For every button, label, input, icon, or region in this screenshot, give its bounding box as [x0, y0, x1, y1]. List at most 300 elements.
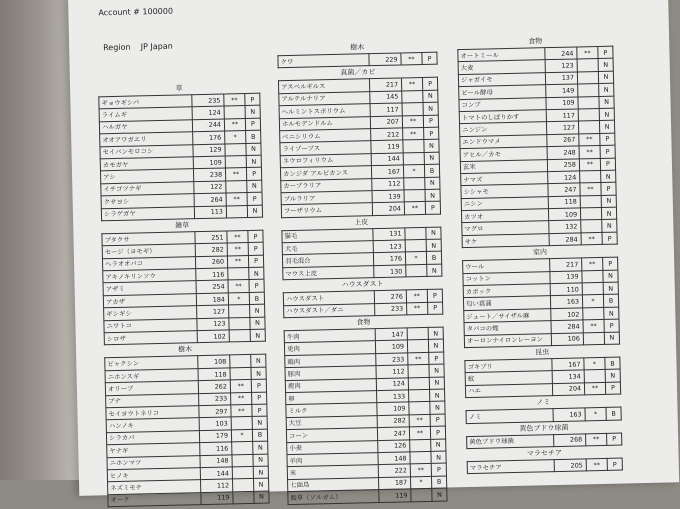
- allergen-stars: **: [401, 52, 422, 65]
- allergen-grade: P: [252, 392, 267, 405]
- allergen-name: ニシン: [461, 196, 548, 210]
- allergen-stars: **: [226, 193, 247, 206]
- allergen-stars: *: [582, 295, 603, 308]
- allergen-name: タバコの煙: [464, 321, 551, 335]
- allergen-name: カンジダ アルビカンス: [280, 166, 371, 180]
- section-title: 室内: [532, 248, 548, 257]
- allergen-score: 112: [201, 479, 233, 492]
- allergen-name: シロザ: [104, 331, 197, 345]
- allergen-grade: P: [248, 242, 263, 255]
- section-title: 上皮: [354, 217, 369, 227]
- allergen-row: [467, 458, 622, 474]
- allergen-stars: **: [401, 78, 422, 91]
- allergen-score: 144: [200, 467, 232, 480]
- allergen-stars: [405, 227, 426, 240]
- allergen-grade: N: [426, 239, 441, 252]
- allergen-grade: P: [607, 458, 622, 471]
- allergen-name: ハルガヤ: [99, 119, 192, 133]
- allergen-name: プルラリア: [281, 191, 372, 205]
- allergen-stars: **: [409, 427, 430, 440]
- allergen-grade: P: [246, 167, 261, 180]
- allergen-score: 102: [197, 330, 229, 343]
- allergen-score: 129: [193, 144, 225, 157]
- allergen-stars: [229, 305, 250, 318]
- allergen-score: 187: [378, 477, 410, 490]
- allergen-name: ブナ: [106, 393, 199, 407]
- allergen-score: 110: [550, 283, 582, 296]
- allergen-name: ノミ: [466, 409, 553, 423]
- allergen-name: ヘラオオバコ: [102, 256, 195, 270]
- allergen-name: オリーブ: [105, 381, 198, 395]
- allergen-stars: [228, 268, 249, 281]
- allergen-grade: P: [431, 463, 446, 476]
- allergen-stars: **: [403, 127, 424, 140]
- allergen-grade: N: [253, 454, 268, 467]
- allergen-score: 109: [546, 97, 578, 110]
- allergen-stars: **: [402, 115, 423, 128]
- allergen-score: 126: [378, 439, 410, 452]
- allergen-name: アルテルナリア: [279, 91, 370, 105]
- allergen-table: [464, 357, 621, 399]
- allergen-grade: N: [253, 466, 268, 479]
- allergen-name: 黄色ブドウ球菌: [467, 434, 554, 448]
- allergen-stars: **: [228, 280, 249, 293]
- printed-report-sheet: [68, 0, 679, 505]
- allergen-grade: B: [606, 407, 621, 420]
- allergen-score: 118: [548, 196, 580, 209]
- allergen-name: 犬毛: [282, 241, 373, 255]
- allergen-grade: P: [251, 379, 266, 392]
- allergen-stars: [232, 466, 253, 479]
- allergen-stars: [584, 370, 605, 383]
- allergen-grade: N: [601, 207, 616, 220]
- allergen-stars: *: [403, 165, 424, 178]
- allergen-name: アシ: [100, 169, 193, 183]
- allergen-score: 124: [548, 171, 580, 184]
- section-title: マラセチア: [526, 448, 563, 458]
- allergen-score: 127: [546, 121, 578, 134]
- allergen-grade: P: [422, 78, 437, 91]
- allergen-grade: N: [429, 364, 444, 377]
- allergen-score: 204: [552, 383, 584, 396]
- allergen-stars: [578, 108, 599, 121]
- allergen-stars: [582, 270, 603, 283]
- allergen-stars: **: [225, 168, 246, 181]
- allergen-stars: **: [227, 230, 248, 243]
- allergen-grade: P: [600, 133, 615, 146]
- allergen-stars: [404, 189, 425, 202]
- allergen-score: 122: [194, 181, 226, 194]
- allergen-grade: N: [429, 377, 444, 390]
- allergen-name: アカザ: [103, 294, 196, 308]
- allergen-score: 102: [551, 308, 583, 321]
- allergen-grade: B: [246, 130, 261, 143]
- allergen-name: イチゴツナギ: [101, 181, 194, 195]
- allergen-score: 119: [379, 489, 411, 502]
- section-title: 草: [175, 84, 183, 93]
- allergen-score: 205: [554, 459, 586, 472]
- allergen-score: 149: [546, 84, 578, 97]
- allergen-name: アヒル／カモ: [460, 147, 547, 161]
- allergen-score: 247: [377, 427, 409, 440]
- section-title: 樹木: [177, 345, 193, 355]
- allergen-stars: **: [584, 382, 605, 395]
- section-title: 樹木: [350, 43, 365, 52]
- allergen-name: オーロンナイロンレーヨン: [464, 333, 551, 347]
- allergen-stars: [578, 121, 599, 134]
- allergen-stars: [404, 177, 425, 190]
- allergen-name: カツオ: [461, 209, 548, 223]
- allergen-grade: N: [423, 90, 438, 103]
- allergen-score: 179: [199, 430, 231, 443]
- allergen-score: 148: [378, 452, 410, 465]
- allergen-name: フーザリウム: [281, 203, 372, 217]
- allergen-grade: B: [249, 292, 264, 305]
- allergen-stars: **: [407, 302, 428, 315]
- allergen-grade: P: [425, 201, 440, 214]
- allergen-score: 212: [371, 128, 403, 141]
- allergen-stars: [408, 365, 429, 378]
- allergen-name: アキノキリンソウ: [103, 269, 196, 283]
- allergen-score: 118: [198, 368, 230, 381]
- allergen-stars: *: [228, 292, 249, 305]
- allergen-score: 254: [196, 280, 228, 293]
- allergen-stars: **: [231, 392, 252, 405]
- allergen-name: ブタクサ: [102, 232, 195, 246]
- allergen-stars: [411, 488, 432, 501]
- allergen-name: コットン: [463, 271, 550, 285]
- section-title: ノミ: [536, 398, 551, 407]
- allergen-grade: N: [427, 264, 442, 277]
- allergen-grade: B: [431, 476, 446, 489]
- allergen-score: 284: [549, 233, 581, 246]
- allergen-name: ヤナギ: [107, 443, 200, 457]
- allergen-stars: **: [580, 183, 601, 196]
- allergen-stars: *: [225, 131, 246, 144]
- allergen-name: ギョウギシバ: [99, 95, 192, 109]
- allergen-grade: N: [604, 332, 619, 345]
- allergen-name: 牛肉: [284, 329, 375, 343]
- allergen-stars: [409, 389, 430, 402]
- allergen-score: 276: [374, 290, 406, 303]
- allergen-name: 匂い菖蒲: [463, 296, 550, 310]
- allergen-name: サケ: [462, 234, 549, 248]
- allergen-name: マラセチア: [467, 460, 554, 474]
- allergen-name: 羊肉: [287, 453, 378, 467]
- allergen-stars: *: [231, 429, 252, 442]
- allergen-score: 139: [372, 190, 404, 203]
- allergen-name: ミルク: [286, 403, 377, 417]
- allergen-stars: **: [577, 46, 598, 59]
- allergen-name: ハエ: [465, 383, 552, 397]
- allergen-stars: **: [583, 320, 604, 333]
- allergen-score: 251: [195, 231, 227, 244]
- allergen-name: コンブ: [459, 97, 546, 111]
- allergen-stars: [402, 90, 423, 103]
- allergen-grade: P: [249, 280, 264, 293]
- allergen-name: ゴキブリ: [465, 359, 552, 373]
- allergen-score: 244: [545, 47, 577, 60]
- allergen-score: 119: [201, 492, 233, 505]
- allergen-name: ペニシリウム: [280, 129, 371, 143]
- allergen-stars: [410, 451, 431, 464]
- allergen-name: ライムギ: [99, 107, 192, 121]
- allergen-score: 117: [370, 103, 402, 116]
- allergen-grade: P: [252, 404, 267, 417]
- allergen-score: 123: [373, 240, 405, 253]
- allergen-stars: *: [410, 476, 431, 489]
- allergen-stars: [230, 367, 251, 380]
- allergen-stars: [410, 439, 431, 452]
- allergen-stars: [578, 96, 599, 109]
- allergen-score: 260: [195, 256, 227, 269]
- allergen-stars: **: [586, 433, 607, 446]
- allergen-grade: P: [598, 46, 613, 59]
- allergen-stars: **: [406, 290, 427, 303]
- allergen-grade: P: [430, 426, 445, 439]
- allergen-stars: [408, 377, 429, 390]
- allergen-grade: N: [249, 267, 264, 280]
- allergen-score: 103: [199, 417, 231, 430]
- allergen-score: 217: [369, 78, 401, 91]
- allergen-stars: **: [224, 118, 245, 131]
- allergen-score: 108: [198, 355, 230, 368]
- allergen-score: 229: [369, 53, 401, 66]
- allergen-name: ニンジン: [460, 122, 547, 136]
- allergen-stars: **: [582, 258, 603, 271]
- allergen-grade: N: [247, 205, 262, 218]
- allergen-grade: N: [253, 441, 268, 454]
- allergen-grade: N: [599, 83, 614, 96]
- allergen-score: 207: [370, 116, 402, 129]
- allergen-stars: **: [227, 243, 248, 256]
- allergen-stars: *: [585, 408, 606, 421]
- allergen-stars: [230, 355, 251, 368]
- allergen-table: [104, 354, 269, 507]
- allergen-stars: [407, 340, 428, 353]
- allergen-grade: P: [603, 257, 618, 270]
- allergen-score: 113: [194, 205, 226, 218]
- allergen-name: ギシギシ: [104, 306, 197, 320]
- allergen-grade: N: [250, 304, 265, 317]
- allergen-grade: B: [603, 295, 618, 308]
- allergen-grade: P: [427, 289, 442, 302]
- allergen-table: [284, 327, 448, 505]
- allergen-grade: N: [430, 401, 445, 414]
- allergen-grade: N: [252, 416, 267, 429]
- allergen-name: クサヨシ: [101, 194, 194, 208]
- allergen-stars: [232, 454, 253, 467]
- allergen-grade: N: [254, 491, 269, 504]
- allergen-grade: P: [247, 192, 262, 205]
- allergen-grade: P: [423, 115, 438, 128]
- allergen-score: 233: [375, 303, 407, 316]
- allergen-grade: N: [250, 317, 265, 330]
- allergen-stars: [403, 140, 424, 153]
- allergen-score: 123: [545, 59, 577, 72]
- allergen-name: 羽毛混合: [282, 253, 373, 267]
- allergen-grade: N: [246, 143, 261, 156]
- allergen-name: アザミ: [103, 281, 196, 295]
- allergen-name: ヒノキ: [107, 468, 200, 482]
- section-title: 昆虫: [535, 348, 550, 357]
- region-label: Region JP Japan: [103, 41, 173, 53]
- allergen-name: カポック: [463, 284, 550, 298]
- allergen-name: 猫毛: [282, 228, 373, 242]
- allergen-name: ホルモデンドルム: [279, 116, 370, 130]
- allergen-grade: N: [603, 270, 618, 283]
- allergen-grade: N: [601, 195, 616, 208]
- allergen-name: ビール酵母: [459, 85, 546, 99]
- allergen-grade: P: [600, 145, 615, 158]
- allergen-name: ウール: [463, 259, 550, 273]
- allergen-score: 131: [373, 228, 405, 241]
- allergen-grade: P: [424, 127, 439, 140]
- allergen-name: 豚肉: [285, 366, 376, 380]
- allergen-grade: P: [607, 433, 622, 446]
- allergen-score: 233: [199, 393, 231, 406]
- allergen-score: 233: [376, 353, 408, 366]
- allergen-stars: [577, 71, 598, 84]
- allergen-name: クワ: [278, 54, 369, 68]
- allergen-stars: [226, 180, 247, 193]
- allergen-score: 147: [375, 328, 407, 341]
- allergen-grade: N: [246, 155, 261, 168]
- allergen-score: 176: [193, 131, 225, 144]
- allergen-name: オオアワガエリ: [100, 132, 193, 146]
- allergen-score: 112: [376, 365, 408, 378]
- allergen-stars: **: [410, 464, 431, 477]
- allergen-name: アスペルギルス: [278, 79, 369, 93]
- allergen-stars: **: [408, 352, 429, 365]
- allergen-stars: **: [579, 133, 600, 146]
- allergen-stars: [229, 329, 250, 342]
- allergen-stars: [233, 479, 254, 492]
- allergen-name: シラカバ: [106, 430, 199, 444]
- allergen-grade: P: [248, 255, 263, 268]
- allergen-stars: [577, 59, 598, 72]
- allergen-score: 117: [546, 109, 578, 122]
- allergen-stars: *: [405, 252, 426, 265]
- allergen-score: 116: [200, 442, 232, 455]
- allergen-grade: N: [599, 108, 614, 121]
- allergen-stars: [231, 417, 252, 430]
- allergen-name: ニホンマツ: [107, 455, 200, 469]
- allergen-name: コーン: [286, 428, 377, 442]
- allergen-name: 小麦: [287, 440, 378, 454]
- allergen-stars: **: [581, 232, 602, 245]
- allergen-score: 132: [549, 220, 581, 233]
- allergen-grade: P: [604, 319, 619, 332]
- allergen-stars: [580, 195, 601, 208]
- allergen-grade: B: [426, 252, 441, 265]
- allergen-grade: N: [432, 488, 447, 501]
- allergen-name: カモガヤ: [100, 157, 193, 171]
- allergen-stars: [232, 442, 253, 455]
- allergen-name: ナマズ: [461, 172, 548, 186]
- allergen-name: シシャモ: [461, 184, 548, 198]
- allergen-name: 大麦: [458, 60, 545, 74]
- allergen-table: [467, 457, 623, 474]
- allergen-table: [281, 226, 442, 280]
- allergen-name: マウス上皮: [283, 265, 374, 279]
- allergen-stars: [229, 317, 250, 330]
- allergen-name: 玄米: [460, 159, 547, 173]
- allergen-stars: [403, 152, 424, 165]
- allergen-grade: P: [601, 182, 616, 195]
- allergen-name: 卵: [286, 391, 377, 405]
- allergen-grade: P: [429, 352, 444, 365]
- allergen-stars: [233, 491, 254, 504]
- allergen-score: 222: [378, 464, 410, 477]
- allergen-name: エンドウマメ: [460, 134, 547, 148]
- allergen-name: 鶏肉: [285, 353, 376, 367]
- allergen-score: 284: [551, 320, 583, 333]
- allergen-name: セイヨウトネリコ: [106, 406, 199, 420]
- allergen-stars: [582, 282, 603, 295]
- allergen-score: 167: [371, 165, 403, 178]
- allergen-stars: **: [586, 458, 607, 471]
- allergen-score: 139: [550, 271, 582, 284]
- allergen-stars: [583, 307, 604, 320]
- allergen-score: 123: [197, 318, 229, 331]
- allergen-name: ハウスダスト: [283, 291, 374, 305]
- allergen-score: 124: [376, 377, 408, 390]
- allergen-stars: **: [224, 94, 245, 107]
- allergen-stars: [580, 208, 601, 221]
- allergen-name: 七面鳥: [288, 477, 379, 491]
- allergen-name: ハウスダスト／ダニ: [284, 303, 375, 317]
- allergen-score: 235: [192, 94, 224, 107]
- allergen-score: 238: [193, 168, 225, 181]
- allergen-score: 248: [547, 146, 579, 159]
- allergen-grade: N: [604, 307, 619, 320]
- allergen-grade: N: [425, 189, 440, 202]
- allergen-table: [457, 46, 617, 249]
- allergen-grade: P: [248, 230, 263, 243]
- allergen-grade: N: [245, 106, 260, 119]
- allergen-grade: N: [602, 220, 617, 233]
- section-title: 真菌／カビ: [340, 68, 376, 78]
- allergen-stars: **: [404, 202, 425, 215]
- section-title: 黄色ブドウ球菌: [519, 423, 569, 433]
- allergen-grade: N: [424, 139, 439, 152]
- allergen-score: 109: [375, 340, 407, 353]
- allergen-score: 127: [197, 305, 229, 318]
- section-title: ハウスダスト: [341, 280, 384, 290]
- allergen-name: 米: [287, 465, 378, 479]
- section-title: 食物: [528, 37, 543, 46]
- allergen-grade: B: [605, 357, 620, 370]
- allergen-stars: [226, 205, 247, 218]
- allergen-table: [278, 77, 441, 218]
- allergen-grade: N: [423, 102, 438, 115]
- allergen-stars: [583, 332, 604, 345]
- allergen-name: ビャクシン: [105, 356, 198, 370]
- allergen-grade: N: [599, 120, 614, 133]
- allergen-table: [462, 257, 620, 348]
- allergen-name: ハンノキ: [106, 418, 199, 432]
- allergen-name: ライゾープス: [280, 141, 371, 155]
- allergen-name: トマトのしぼりかす: [459, 110, 546, 124]
- allergen-grade: N: [251, 367, 266, 380]
- allergen-grade: N: [424, 152, 439, 165]
- allergen-stars: [225, 155, 246, 168]
- allergen-score: 247: [548, 183, 580, 196]
- allergen-row: [108, 491, 269, 507]
- allergen-score: 258: [547, 158, 579, 171]
- allergen-score: 109: [193, 156, 225, 169]
